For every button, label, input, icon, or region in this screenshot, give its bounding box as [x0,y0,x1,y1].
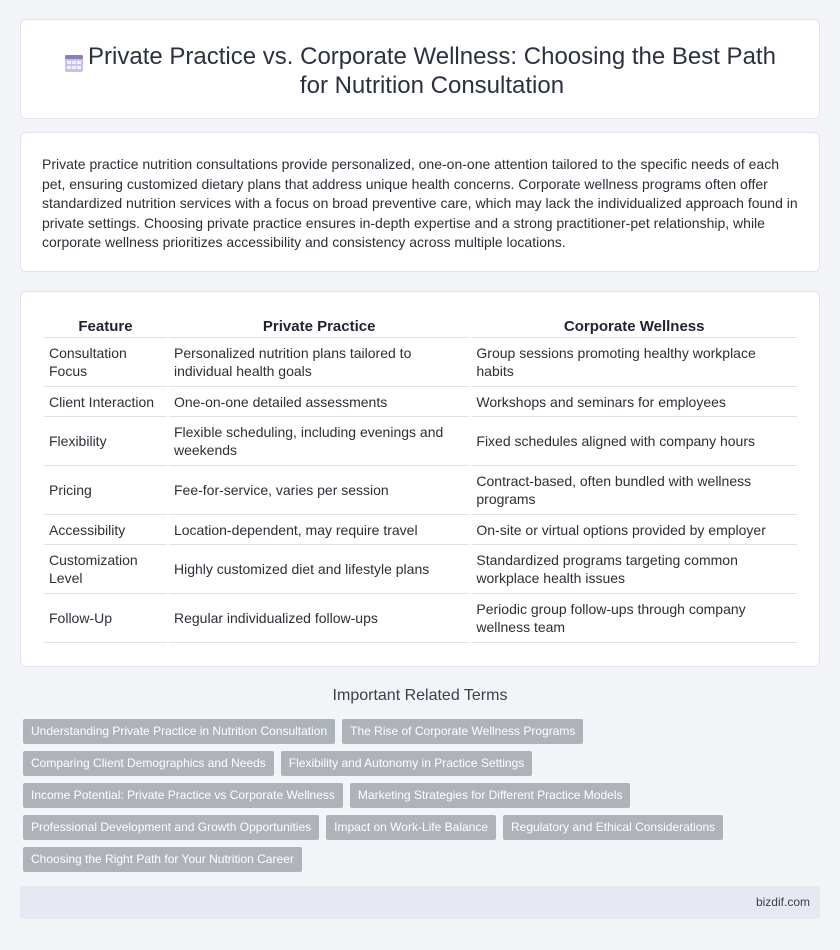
tag-row [23,783,813,808]
cell-corporate-wellness: Workshops and seminars for employees [471,387,797,417]
related-terms-heading: Important Related Terms [332,687,508,704]
table-row [44,594,797,643]
related-term-tag[interactable]: Regulatory and Ethical Considerations [503,815,723,840]
related-term-tag[interactable]: Comparing Client Demographics and Needs [23,751,274,776]
related-term-tag[interactable]: Income Potential: Private Practice vs Corporate Wellness [23,783,343,808]
tag-row [23,719,813,744]
cell-private-practice: One-on-one detailed assessments [169,387,469,417]
cell-feature: Consultation Focus [44,338,167,387]
table-row [44,466,797,515]
title-wrap [21,42,819,100]
table-row [44,338,797,387]
related-term-tag[interactable]: Marketing Strategies for Different Practice Models [350,783,631,808]
footer-site-link[interactable]: bizdif.com [755,895,810,909]
cell-feature: Pricing [44,466,167,515]
related-term-tag[interactable]: Impact on Work-Life Balance [326,815,496,840]
footer [20,886,820,919]
cell-corporate-wellness: Standardized programs targeting common workplace health issues [471,545,797,594]
table-row [44,387,797,417]
cell-private-practice: Location-dependent, may require travel [169,515,469,545]
cell-private-practice: Highly customized diet and lifestyle plans [169,545,469,594]
comparison-table [42,314,799,643]
related-term-tag[interactable]: The Rise of Corporate Wellness Programs [342,719,583,744]
comparison-table-card [20,291,820,667]
cell-feature: Flexibility [44,417,167,466]
cell-feature: Accessibility [44,515,167,545]
tag-row [23,751,813,776]
spreadsheet-icon [63,52,85,74]
related-terms-tags [23,719,813,879]
cell-private-practice: Flexible scheduling, including evenings and weekends [169,417,469,466]
intro-card [20,132,820,272]
cell-corporate-wellness: Periodic group follow-ups through company wellness team [471,594,797,643]
title-card [20,19,820,119]
cell-feature: Customization Level [44,545,167,594]
cell-private-practice: Fee-for-service, varies per session [169,466,469,515]
intro-paragraph: Private practice nutrition consultations provide personalized, one-on-one attention tailored to the specific needs of each pet, ensuring customized dietary plans that address unique health concerns. Corporate wellness programs often offer standardized nutrition services with a focus on broad preventive care, which may lack the individualized approach found in private settings. Choosing private practice ensures in-depth expertise and a strong practitioner-pet relationship, while corporate wellness prioritizes accessibility and consistency across multiple locations. [42,156,798,250]
related-term-tag[interactable]: Choosing the Right Path for Your Nutrition Career [23,847,302,872]
cell-feature: Client Interaction [44,387,167,417]
cell-corporate-wellness: Contract-based, often bundled with wellness programs [471,466,797,515]
cell-corporate-wellness: Fixed schedules aligned with company hours [471,417,797,466]
tag-row [23,815,813,840]
page-title: Private Practice vs. Corporate Wellness: Choosing the Best Path for Nutrition Consultation [88,43,776,99]
related-term-tag[interactable]: Flexibility and Autonomy in Practice Settings [281,751,532,776]
related-term-tag[interactable]: Understanding Private Practice in Nutrition Consultation [23,719,335,744]
header-private-practice: Private Practice [169,314,469,338]
cell-private-practice: Personalized nutrition plans tailored to individual health goals [169,338,469,387]
cell-private-practice: Regular individualized follow-ups [169,594,469,643]
table-header-row [44,314,797,338]
cell-feature: Follow-Up [44,594,167,643]
tag-row [23,847,813,872]
table-row [44,515,797,545]
header-feature: Feature [44,314,167,338]
table-row [44,417,797,466]
related-term-tag[interactable]: Professional Development and Growth Opportunities [23,815,319,840]
cell-corporate-wellness: On-site or virtual options provided by employer [471,515,797,545]
table-row [44,545,797,594]
cell-corporate-wellness: Group sessions promoting healthy workplace habits [471,338,797,387]
header-corporate-wellness: Corporate Wellness [471,314,797,338]
